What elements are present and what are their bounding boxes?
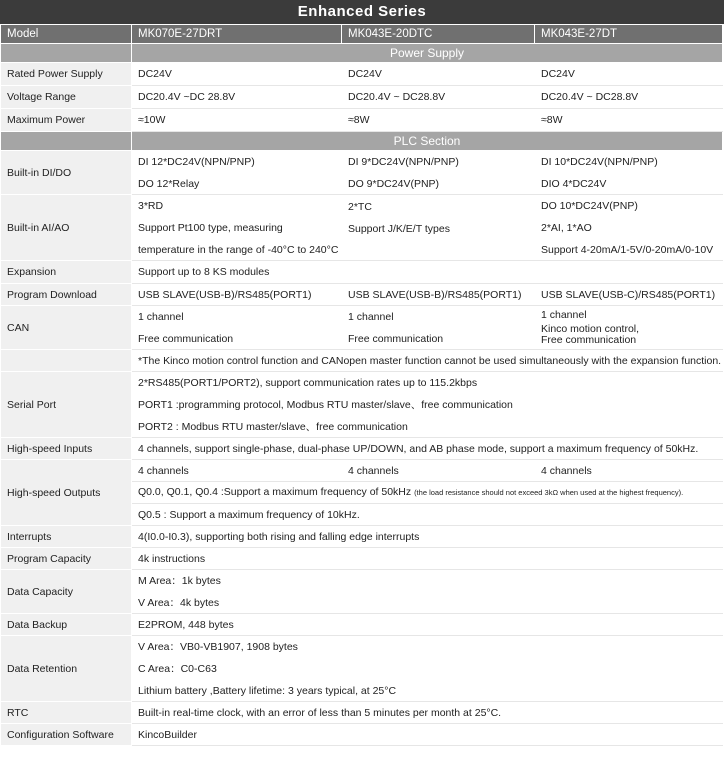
cell-value: 4 channels: [535, 460, 723, 482]
cell-value: 4 channels: [132, 460, 342, 482]
cell-line: PORT2 : Modbus RTU master/slave、free communication: [138, 420, 408, 433]
page-title: Enhanced Series: [0, 0, 724, 24]
table-row: [1, 548, 723, 570]
cell-value: [132, 306, 342, 350]
cell-line: Support Pt100 type, measuring: [138, 221, 283, 234]
row-label: Data Backup: [1, 614, 132, 636]
cell-line: 3*RD: [138, 199, 164, 212]
row-label: Data Capacity: [1, 570, 132, 614]
cell-value: ≈10W: [132, 109, 342, 132]
row-label-blank: [1, 350, 132, 372]
table-row: [1, 306, 723, 350]
spec-table: [0, 24, 723, 746]
header-model: MK043E-27DT: [535, 25, 723, 44]
table-row: [1, 636, 723, 702]
cell-value: [132, 372, 723, 438]
row-label: Program Download: [1, 284, 132, 306]
cell-line: DO 9*DC24V(PNP): [348, 177, 440, 190]
cell-line: DI 12*DC24V(NPN/PNP): [138, 155, 255, 168]
cell-value: Support up to 8 KS modules: [132, 261, 723, 284]
cell-line: V Area：4k bytes: [138, 596, 220, 609]
cell-value: DC20.4V ~ DC28.8V: [535, 86, 723, 109]
row-label: Interrupts: [1, 526, 132, 548]
row-label: Program Capacity: [1, 548, 132, 570]
cell-line: 2*AI, 1*AO: [541, 221, 592, 234]
table-row: [1, 195, 723, 261]
row-label: Serial Port: [1, 372, 132, 438]
cell-line: DO 12*Relay: [138, 177, 200, 190]
cell-value: DC20.4V ~ DC28.8V: [342, 86, 535, 109]
cell-value: KincoBuilder: [132, 724, 723, 746]
row-label: Expansion: [1, 261, 132, 284]
cell-value: [132, 195, 342, 261]
cell-line: M Area：1k bytes: [138, 574, 221, 587]
cell-line: PORT1 :programming protocol, Modbus RTU master/slave、free communication: [138, 398, 513, 411]
cell-value: [342, 195, 535, 261]
cell-value: [132, 570, 723, 614]
header-row: [1, 25, 723, 44]
cell-value: E2PROM, 448 bytes: [132, 614, 723, 636]
cell-line: 2*RS485(PORT1/PORT2), support communication rates up to 115.2kbps: [138, 376, 478, 389]
cell-line: 2*TC: [348, 201, 372, 213]
section-row: [1, 44, 723, 63]
table-row: [1, 63, 723, 86]
row-label: Maximum Power: [1, 109, 132, 132]
cell-value: [535, 151, 723, 195]
cell-line: Free communication: [348, 332, 444, 345]
row-label: Voltage Range: [1, 86, 132, 109]
row-label: Rated Power Supply: [1, 63, 132, 86]
table-row: [1, 724, 723, 746]
cell-line: DIO 4*DC24V: [541, 177, 607, 190]
table-row: [1, 86, 723, 109]
cell-value: 4 channels: [342, 460, 535, 482]
section-title-power: Power Supply: [132, 44, 723, 63]
cell-value: ≈8W: [342, 109, 535, 132]
table-row: [1, 570, 723, 614]
table-row: [1, 350, 723, 372]
cell-value: DC24V: [535, 63, 723, 86]
can-note: *The Kinco motion control function and CANopen master function cannot be used simultaneously with the expansion function.: [132, 350, 723, 372]
cell-value: DC20.4V ~DC 28.8V: [132, 86, 342, 109]
cell-value: [132, 482, 723, 504]
cell-line: Kinco motion control,: [541, 322, 640, 335]
header-model: MK070E-27DRT: [132, 25, 342, 44]
cell-value: [535, 306, 723, 350]
cell-value: ≈8W: [535, 109, 723, 132]
row-label: Built-in AI/AO: [1, 195, 132, 261]
table-row: [1, 284, 723, 306]
row-label: RTC: [1, 702, 132, 724]
table-row: [1, 614, 723, 636]
table-row: [1, 372, 723, 438]
table-row: [1, 438, 723, 460]
cell-value: [342, 306, 535, 350]
cell-value: Q0.5 : Support a maximum frequency of 10kHz.: [132, 504, 723, 526]
row-label: High-speed Outputs: [1, 460, 132, 526]
table-row: [1, 261, 723, 284]
cell-value: 4(I0.0-I0.3), supporting both rising and falling edge interrupts: [132, 526, 723, 548]
cell-value: DC24V: [132, 63, 342, 86]
cell-value: DC24V: [342, 63, 535, 86]
cell-value: USB SLAVE(USB-B)/RS485(PORT1): [342, 284, 535, 306]
section-label-spacer: [1, 132, 132, 151]
cell-line: Free communication: [138, 332, 234, 345]
cell-value: USB SLAVE(USB-C)/RS485(PORT1): [535, 284, 723, 306]
cell-value: [535, 195, 723, 261]
cell-line: Lithium battery ,Battery lifetime: 3 years typical, at 25°C: [138, 684, 397, 697]
cell-line: C Area：C0-C63: [138, 662, 217, 675]
cell-line: Support J/K/E/T types: [348, 223, 450, 235]
cell-line: Free communication: [541, 333, 637, 346]
table-row: [1, 526, 723, 548]
header-model: MK043E-20DTC: [342, 25, 535, 44]
cell-line: 1 channel: [348, 310, 394, 323]
cell-value: [132, 636, 723, 702]
table-row: [1, 151, 723, 195]
cell-line: DI 9*DC24V(NPN/PNP): [348, 155, 459, 168]
cell-line: 1 channel: [138, 310, 184, 323]
section-label-spacer: [1, 44, 132, 63]
header-label: Model: [1, 25, 132, 44]
cell-value: USB SLAVE(USB-B)/RS485(PORT1): [132, 284, 342, 306]
row-label: High-speed Inputs: [1, 438, 132, 460]
cell-value: [132, 151, 342, 195]
cell-line: 1 channel: [541, 308, 587, 321]
row-label: Data Retention: [1, 636, 132, 702]
section-row: [1, 132, 723, 151]
row-label: Built-in DI/DO: [1, 151, 132, 195]
cell-value: Built-in real-time clock, with an error of less than 5 minutes per month at 25°C.: [132, 702, 723, 724]
cell-line: Support 4-20mA/1-5V/0-20mA/0-10V: [541, 243, 714, 256]
table-row: [1, 702, 723, 724]
cell-value: 4 channels, support single-phase, dual-phase UP/DOWN, and AB phase mode, support a maximum frequency of 50kHz.: [132, 438, 723, 460]
section-title-plc: PLC Section: [132, 132, 723, 151]
cell-text: Q0.0, Q0.1, Q0.4 :Support a maximum frequency of 50kHz: [138, 486, 412, 498]
cell-line: DO 10*DC24V(PNP): [541, 199, 638, 212]
row-label: Configuration Software: [1, 724, 132, 746]
cell-line: temperature in the range of -40°C to 240°C: [138, 243, 339, 256]
cell-footnote: (the load resistance should not exceed 3kΩ when used at the highest frequency).: [414, 488, 684, 497]
cell-value: [342, 151, 535, 195]
row-label: CAN: [1, 306, 132, 350]
table-row: [1, 109, 723, 132]
table-row: [1, 460, 723, 482]
cell-line: DI 10*DC24V(NPN/PNP): [541, 155, 658, 168]
cell-value: 4k instructions: [132, 548, 723, 570]
cell-line: V Area：VB0-VB1907, 1908 bytes: [138, 640, 298, 653]
